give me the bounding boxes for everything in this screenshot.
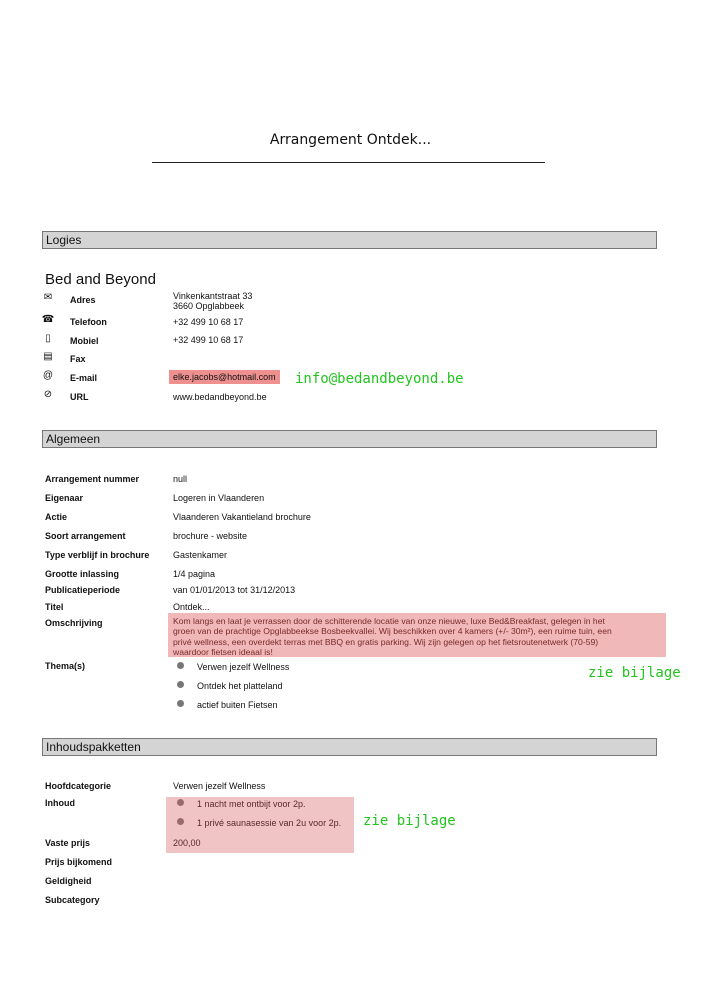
inhoud-annotation: zie bijlage — [363, 813, 456, 829]
at-sign-icon: @ — [42, 370, 54, 381]
label-grootte-inlassing: Grootte inlassing — [45, 569, 120, 579]
value-publicatieperiode: van 01/01/2013 tot 31/12/2013 — [173, 585, 296, 595]
thema-item: Verwen jezelf Wellness — [197, 662, 290, 672]
section-header-logies: Logies — [42, 231, 657, 249]
label-themas: Thema(s) — [45, 661, 86, 671]
value-actie: Vlaanderen Vakantieland brochure — [173, 512, 311, 522]
address-line-2: 3660 Opglabbeek — [173, 301, 245, 311]
mobile-phone-icon: ▯ — [45, 333, 51, 344]
value-mobiel: +32 499 10 68 17 — [173, 335, 244, 345]
label-prijs-bijkomend: Prijs bijkomend — [45, 857, 113, 867]
section-header-algemeen: Algemeen — [42, 430, 657, 448]
inhoud-item: 1 privé saunasessie van 2u voor 2p. — [197, 818, 342, 828]
telephone-icon: ☎ — [41, 314, 55, 325]
address-line-1: Vinkenkantstraat 33 — [173, 291, 253, 301]
value-email[interactable]: elke.jacobs@hotmail.com — [169, 370, 280, 384]
label-soort-arrangement: Soort arrangement — [45, 531, 126, 541]
value-omschrijving — [168, 613, 666, 657]
bullet-icon — [177, 700, 184, 707]
label-geldigheid: Geldigheid — [45, 876, 92, 886]
thema-item: actief buiten Fietsen — [197, 700, 278, 710]
value-url[interactable]: www.bedandbeyond.be — [173, 392, 267, 402]
value-soort-arrangement: brochure - website — [173, 531, 248, 541]
globe-icon: ⊘ — [43, 389, 53, 400]
themas-annotation: zie bijlage — [588, 665, 681, 681]
label-omschrijving: Omschrijving — [45, 618, 103, 628]
value-adres — [173, 291, 252, 311]
section-header-inhoudspakketten: Inhoudspakketten — [42, 738, 657, 756]
label-titel: Titel — [45, 602, 64, 612]
label-actie: Actie — [45, 512, 68, 522]
value-type-verblijf: Gastenkamer — [173, 550, 228, 560]
label-eigenaar: Eigenaar — [45, 493, 84, 503]
label-telefoon: Telefoon — [70, 317, 107, 327]
label-fax: Fax — [70, 354, 86, 364]
label-mobiel: Mobiel — [70, 336, 99, 346]
bullet-icon — [177, 662, 184, 669]
thema-item: Ontdek het platteland — [197, 681, 283, 691]
bullet-icon — [177, 799, 184, 806]
value-titel: Ontdek... — [173, 602, 210, 612]
value-eigenaar: Logeren in Vlaanderen — [173, 493, 265, 503]
omschrijving-line: groen van de prachtige Opglabbeekse Bosbeekvallei. Wij beschikken over 4 kamers (+/- 30m²), een ruime tuin, een — [173, 626, 612, 637]
label-url: URL — [70, 392, 89, 402]
fax-icon: ▤ — [43, 351, 53, 362]
label-publicatieperiode: Publicatieperiode — [45, 585, 121, 595]
value-telefoon: +32 499 10 68 17 — [173, 317, 244, 327]
value-hoofdcategorie: Verwen jezelf Wellness — [173, 781, 266, 791]
value-vaste-prijs: 200,00 — [173, 838, 201, 848]
label-vaste-prijs: Vaste prijs — [45, 838, 91, 848]
label-adres: Adres — [70, 295, 96, 305]
omschrijving-line: Kom langs en laat je verrassen door de schitterende locatie van onze nieuwe, luxe Bed&Breakfast, gelegen in het — [173, 616, 605, 626]
label-hoofdcategorie: Hoofdcategorie — [45, 781, 112, 791]
omschrijving-line: waardoor fietsen ideaal is! — [173, 647, 273, 658]
document-title: Arrangement Ontdek... — [269, 132, 432, 148]
label-type-verblijf: Type verblijf in brochure — [45, 550, 150, 560]
email-annotation: info@bedandbeyond.be — [295, 371, 464, 387]
bullet-icon — [177, 818, 184, 825]
title-underline — [152, 162, 545, 163]
value-grootte-inlassing: 1/4 pagina — [173, 569, 216, 579]
label-inhoud: Inhoud — [45, 798, 75, 808]
inhoud-item: 1 nacht met ontbijt voor 2p. — [197, 799, 306, 809]
label-email: E-mail — [70, 373, 98, 383]
label-arrangement-nummer: Arrangement nummer — [45, 474, 140, 484]
envelope-icon: ✉ — [43, 292, 53, 303]
accommodation-name: Bed and Beyond — [45, 271, 156, 288]
label-subcategory: Subcategory — [45, 895, 100, 905]
bullet-icon — [177, 681, 184, 688]
omschrijving-line: privé wellness, een overdekt terras met BBQ en gratis parking. Wij zijn gelegen op het fietsroutenetwerk (70-59) — [173, 636, 599, 647]
value-arrangement-nummer: null — [173, 474, 188, 484]
